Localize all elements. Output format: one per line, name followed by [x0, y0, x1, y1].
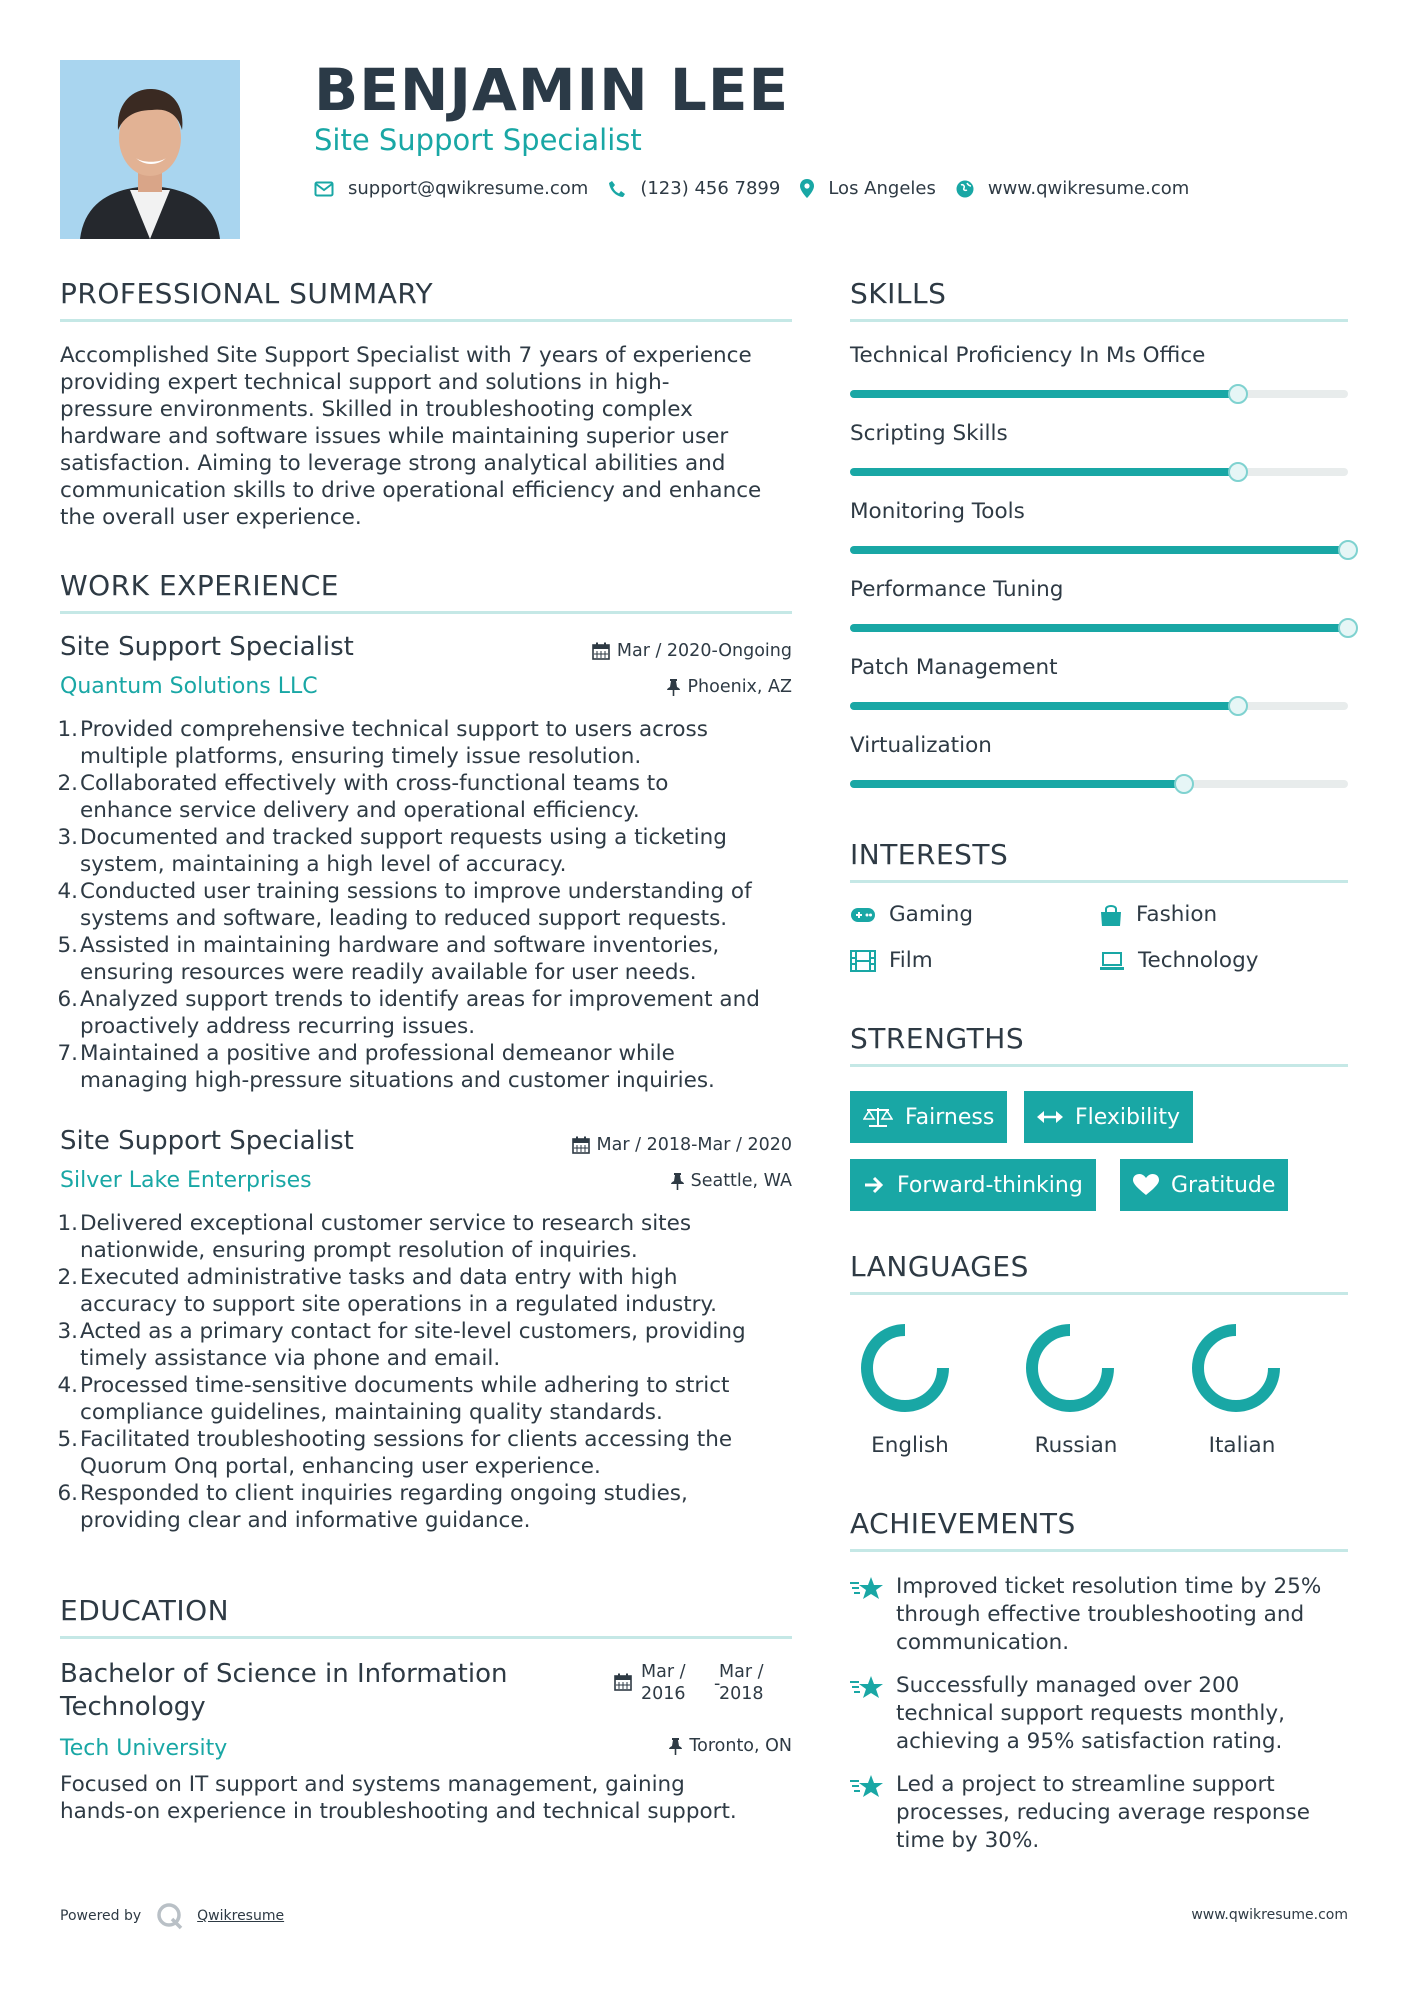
skill-label: Patch Management: [850, 655, 1058, 680]
envelope-icon: [314, 181, 334, 197]
calendar-icon: [614, 1673, 632, 1691]
job-dates: [572, 1135, 792, 1155]
footer-website[interactable]: www.qwikresume.com: [1191, 1907, 1348, 1923]
bullet-line: compliance guidelines, maintaining quality standards.: [80, 1400, 663, 1425]
bullet-line: ensuring resources were readily available for user needs.: [80, 960, 697, 985]
achievement-line: achieving a 95% satisfaction rating.: [896, 1729, 1283, 1754]
pushpin-icon: [669, 1737, 682, 1755]
summary-line: communication skills to drive operational efficiency and enhance: [60, 478, 762, 503]
interest-item: [850, 948, 933, 973]
skill-bar-knob: [1228, 384, 1248, 404]
summary-line: hardware and software issues while maintaining superior user: [60, 424, 729, 449]
achievement-item: [850, 1672, 1348, 1756]
bullet-line: Conducted user training sessions to improve understanding of: [80, 879, 752, 904]
languages-heading: LANGUAGES: [850, 1250, 1029, 1283]
bullet-line: nationwide, ensuring prompt resolution of inquiries.: [80, 1238, 638, 1263]
job-title: Site Support Specialist: [60, 632, 354, 662]
degree-title-line1: Bachelor of Science in Information: [60, 1659, 508, 1689]
summary-line: pressure environments. Skilled in troubleshooting complex: [60, 397, 693, 422]
achievement-item: [850, 1573, 1348, 1657]
website-text: www.qwikresume.com: [987, 178, 1190, 199]
language-ring: [855, 1318, 955, 1418]
achievement-text: [896, 1771, 1310, 1855]
bullet-line: Provided comprehensive technical support to users across: [80, 717, 708, 742]
list-item: [57, 1264, 792, 1318]
pushpin-icon: [671, 1172, 684, 1190]
achievement-line: communication.: [896, 1630, 1070, 1655]
bullet-line: Documented and tracked support requests using a ticketing: [80, 825, 727, 850]
shooting-star-icon: [850, 1674, 884, 1702]
achievement-line: Improved ticket resolution time by 25%: [896, 1574, 1322, 1599]
skill-bar-knob: [1174, 774, 1194, 794]
brand-link[interactable]: Qwikresume: [197, 1908, 285, 1924]
skill-bar-fill: [850, 780, 1184, 788]
candidate-title: Site Support Specialist: [314, 123, 642, 157]
contact-email[interactable]: [314, 178, 588, 199]
gamepad-icon: [850, 907, 876, 923]
location-text: Los Angeles: [828, 178, 936, 199]
edu-start-year: 2016: [641, 1684, 686, 1704]
list-item: [57, 1480, 792, 1534]
skill-bar-knob: [1338, 540, 1358, 560]
achievement-text: [896, 1672, 1285, 1756]
achievement-line: Led a project to streamline support: [896, 1772, 1275, 1797]
candidate-name: BENJAMIN LEE: [314, 56, 790, 124]
achievement-line: Successfully managed over 200: [896, 1673, 1240, 1698]
bullet-number: 1.: [57, 717, 78, 742]
bullet-line: multiple platforms, ensuring timely issue resolution.: [80, 744, 642, 769]
bullet-line: Collaborated effectively with cross-functional teams to: [80, 771, 669, 796]
edu-desc-line: Focused on IT support and systems management, gaining: [60, 1772, 685, 1797]
strengths-divider: [850, 1064, 1348, 1067]
list-item: [57, 1318, 792, 1372]
skill-label: Virtualization: [850, 733, 992, 758]
edu-desc-line: hands-on experience in troubleshooting and technical support.: [60, 1799, 737, 1824]
achievement-line: through effective troubleshooting and: [896, 1602, 1305, 1627]
degree-title-line2: Technology: [60, 1692, 206, 1722]
language-label: Italian: [1208, 1433, 1276, 1458]
achievements-divider: [850, 1549, 1348, 1552]
bullet-line: Responded to client inquiries regarding ongoing studies,: [80, 1481, 688, 1506]
skill-bar-knob: [1228, 462, 1248, 482]
strength-label: Forward-thinking: [897, 1172, 1083, 1198]
skill-bar-fill: [850, 546, 1348, 554]
edu-location: [669, 1736, 792, 1756]
summary-line: Accomplished Site Support Specialist with 7 years of experience: [60, 343, 752, 368]
bullet-line: Processed time-sensitive documents while adhering to strict: [80, 1373, 730, 1398]
skill-bar: [850, 624, 1348, 632]
contact-website[interactable]: [956, 178, 1189, 199]
skill-bar: [850, 468, 1348, 476]
skill-bar: [850, 702, 1348, 710]
laptop-icon: [1099, 951, 1125, 971]
list-item: [57, 1426, 792, 1480]
strengths-heading: STRENGTHS: [850, 1022, 1025, 1055]
job-bullets: [57, 716, 792, 1094]
job-dates: [592, 641, 792, 661]
edu-end-year: 2018: [719, 1684, 764, 1704]
bullet-line: enhance service delivery and operational efficiency.: [80, 798, 640, 823]
job-title: Site Support Specialist: [60, 1126, 354, 1156]
company-name: Quantum Solutions LLC: [60, 674, 318, 699]
experience-heading: WORK EXPERIENCE: [60, 569, 339, 602]
pushpin-icon: [667, 678, 680, 696]
bullet-line: Acted as a primary contact for site-level customers, providing: [80, 1319, 746, 1344]
languages-divider: [850, 1292, 1348, 1295]
skill-label: Performance Tuning: [850, 577, 1064, 602]
calendar-icon: [572, 1136, 590, 1154]
bullet-line: accuracy to support site operations in a regulated industry.: [80, 1292, 718, 1317]
school-name: Tech University: [60, 1736, 228, 1761]
bullet-line: timely assistance via phone and email.: [80, 1346, 501, 1371]
skill-bar-knob: [1338, 618, 1358, 638]
bullet-number: 2.: [57, 771, 78, 796]
bullet-number: 3.: [57, 825, 78, 850]
strength-chip: [850, 1159, 1096, 1211]
edu-start-month: Mar /: [641, 1662, 686, 1682]
list-item: [57, 932, 792, 986]
skill-bar-fill: [850, 624, 1348, 632]
skill-label: Monitoring Tools: [850, 499, 1025, 524]
portrait-image: [60, 60, 240, 239]
interest-item: [1099, 948, 1258, 973]
skill-bar-knob: [1228, 696, 1248, 716]
interest-item: [850, 902, 973, 927]
edu-location-text: Toronto, ON: [689, 1736, 792, 1756]
bullet-line: Assisted in maintaining hardware and software inventories,: [80, 933, 720, 958]
job-dates-text: Mar / 2020-Ongoing: [616, 641, 792, 661]
education-heading: EDUCATION: [60, 1594, 230, 1627]
bullet-number: 5.: [57, 933, 78, 958]
achievements-heading: ACHIEVEMENTS: [850, 1507, 1076, 1540]
bullet-line: Facilitated troubleshooting sessions for clients accessing the: [80, 1427, 733, 1452]
language-ring: [1186, 1318, 1286, 1418]
list-item: [57, 1372, 792, 1426]
skill-bar-fill: [850, 390, 1238, 398]
achievement-line: technical support requests monthly,: [896, 1701, 1285, 1726]
job-dates-text: Mar / 2018-Mar / 2020: [596, 1135, 792, 1155]
contact-row: [314, 178, 1209, 199]
map-marker-icon: [800, 179, 814, 198]
heart-icon: [1133, 1174, 1159, 1196]
phone-text: (123) 456 7899: [640, 178, 781, 199]
balance-scale-icon: [863, 1106, 893, 1128]
summary-divider: [60, 319, 792, 322]
skills-divider: [850, 319, 1348, 322]
bullet-number: 5.: [57, 1427, 78, 1452]
skill-bar-fill: [850, 702, 1238, 710]
powered-by-text: Powered by: [60, 1908, 142, 1924]
job-location-text: Phoenix, AZ: [687, 677, 792, 697]
achievement-text: [896, 1573, 1321, 1657]
shopping-bag-icon: [1099, 904, 1123, 926]
summary-heading: PROFESSIONAL SUMMARY: [60, 277, 434, 310]
list-item: [57, 716, 792, 770]
strength-chip: [850, 1091, 1007, 1143]
list-item: [57, 986, 792, 1040]
bullet-number: 2.: [57, 1265, 78, 1290]
shooting-star-icon: [850, 1575, 884, 1603]
strength-chip: [1024, 1091, 1193, 1143]
bullet-number: 1.: [57, 1211, 78, 1236]
education-description: [60, 1771, 792, 1825]
language-ring-arc: [1032, 1330, 1108, 1406]
calendar-icon: [592, 642, 610, 660]
interests-divider: [850, 880, 1348, 883]
email-text: support@qwikresume.com: [348, 178, 589, 199]
bullet-line: system, maintaining a high level of accuracy.: [80, 852, 567, 877]
language-ring-arc: [867, 1330, 943, 1406]
arrows-horizontal-icon: [1037, 1110, 1063, 1124]
interest-label: Fashion: [1136, 902, 1218, 927]
interest-item: [1099, 902, 1217, 927]
bullet-number: 3.: [57, 1319, 78, 1344]
skill-bar-fill: [850, 468, 1238, 476]
strength-label: Fairness: [905, 1104, 995, 1130]
list-item: [57, 1210, 792, 1264]
bullet-number: 4.: [57, 1373, 78, 1398]
bullet-line: managing high-pressure situations and customer inquiries.: [80, 1068, 715, 1093]
bullet-line: systems and software, leading to reduced support requests.: [80, 906, 728, 931]
arrow-right-icon: [863, 1175, 885, 1195]
phone-icon: [608, 180, 626, 198]
skill-bar: [850, 780, 1348, 788]
bullet-number: 4.: [57, 879, 78, 904]
bullet-number: 6.: [57, 987, 78, 1012]
language-ring: [1020, 1318, 1120, 1418]
contact-location: [800, 178, 936, 199]
summary-text: [60, 342, 792, 531]
strength-label: Gratitude: [1171, 1172, 1276, 1198]
strength-chip: [1120, 1159, 1288, 1211]
bullet-line: Executed administrative tasks and data entry with high: [80, 1265, 678, 1290]
edu-start-date: [641, 1661, 686, 1705]
list-item: [57, 824, 792, 878]
summary-line: satisfaction. Aiming to leverage strong analytical abilities and: [60, 451, 726, 476]
bullet-number: 7.: [57, 1041, 78, 1066]
language-label: English: [871, 1433, 949, 1458]
job-location: [667, 677, 792, 697]
globe-icon: [956, 180, 974, 198]
list-item: [57, 770, 792, 824]
interest-label: Film: [889, 948, 933, 973]
bullet-line: Maintained a positive and professional demeanor while: [80, 1041, 675, 1066]
skills-heading: SKILLS: [850, 277, 947, 310]
achievement-item: [850, 1771, 1348, 1855]
language-ring-arc: [1198, 1330, 1274, 1406]
language-label: Russian: [1034, 1433, 1118, 1458]
achievement-line: time by 30%.: [896, 1828, 1040, 1853]
edu-end-month: Mar /: [719, 1662, 764, 1682]
date-separator: -: [714, 1674, 721, 1694]
interest-label: Technology: [1138, 948, 1259, 973]
bullet-line: Delivered exceptional customer service to research sites: [80, 1211, 692, 1236]
list-item: [57, 1040, 792, 1094]
summary-line: providing expert technical support and solutions in high-: [60, 370, 670, 395]
film-icon: [850, 950, 876, 972]
interests-heading: INTERESTS: [850, 838, 1009, 871]
skill-bar: [850, 390, 1348, 398]
skill-label: Technical Proficiency In Ms Office: [850, 343, 1206, 368]
skill-label: Scripting Skills: [850, 421, 1008, 446]
job-bullets: [57, 1210, 792, 1534]
interest-label: Gaming: [889, 902, 974, 927]
footer-powered-by: [60, 1901, 284, 1931]
experience-divider: [60, 611, 792, 614]
bullet-line: Analyzed support trends to identify areas for improvement and: [80, 987, 760, 1012]
profile-photo: [60, 60, 240, 239]
bullet-number: 6.: [57, 1481, 78, 1506]
job-location-text: Seattle, WA: [690, 1171, 792, 1191]
strength-label: Flexibility: [1075, 1104, 1180, 1130]
qwikresume-logo-icon: [155, 1901, 185, 1931]
bullet-line: Quorum Onq portal, enhancing user experience.: [80, 1454, 601, 1479]
job-location: [671, 1171, 792, 1191]
bullet-line: providing clear and informative guidance.: [80, 1508, 531, 1533]
company-name: Silver Lake Enterprises: [60, 1168, 312, 1193]
skill-bar: [850, 546, 1348, 554]
achievement-line: processes, reducing average response: [896, 1800, 1310, 1825]
edu-end-date: [719, 1661, 764, 1705]
shooting-star-icon: [850, 1773, 884, 1801]
contact-phone[interactable]: [608, 178, 780, 199]
education-divider: [60, 1636, 792, 1639]
list-item: [57, 878, 792, 932]
summary-line: the overall user experience.: [60, 505, 362, 530]
bullet-line: proactively address recurring issues.: [80, 1014, 476, 1039]
